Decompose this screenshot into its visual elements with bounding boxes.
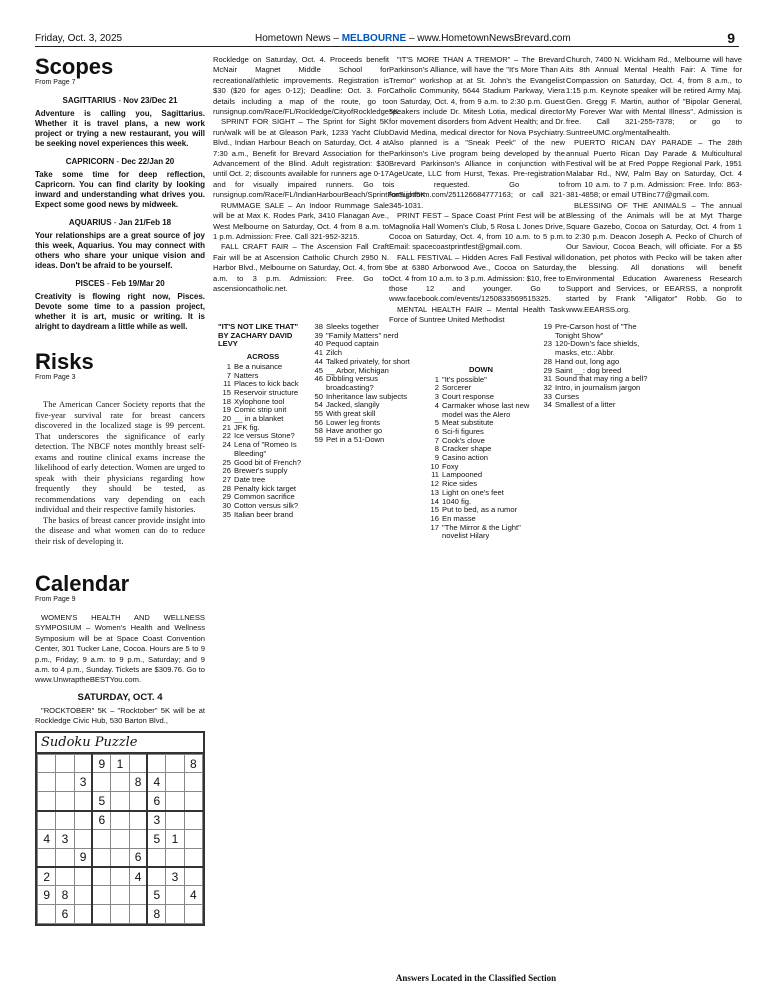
clue-number: 1	[434, 374, 439, 384]
sudoku-cell	[129, 811, 147, 830]
down-clue-list-cont	[539, 323, 649, 410]
clue-text: Cotton versus silk?	[234, 501, 299, 511]
clue	[539, 340, 649, 357]
calendar-title: Calendar	[35, 571, 130, 596]
risks-title: Risks	[35, 349, 94, 374]
clue-number: 3	[434, 392, 439, 402]
clue-number: 24	[222, 440, 231, 450]
clue-text: Meat substitute	[442, 418, 494, 428]
sudoku-cell: 6	[56, 905, 74, 924]
clue-text: Hand out, long ago	[555, 356, 620, 366]
clue-text: Sleeks together	[326, 322, 379, 331]
scopes-from: From Page 7	[35, 79, 76, 86]
clue-number: 33	[543, 391, 552, 401]
clue-text: Xylophone tool	[234, 396, 285, 406]
sudoku-cell	[111, 811, 129, 830]
clue-number: 27	[222, 474, 231, 484]
clue-number: 22	[222, 431, 231, 441]
clue-number: 7	[434, 435, 439, 445]
clue	[539, 323, 649, 340]
sudoku-cell	[38, 811, 56, 830]
clue-number: 15	[222, 387, 231, 397]
clue	[426, 524, 536, 541]
clue-number: 29	[222, 492, 231, 502]
sudoku-cell: 3	[56, 829, 74, 848]
across-label: ACROSS	[246, 352, 280, 362]
clue-text: Dibbling versus broadcasting?	[326, 374, 378, 392]
clue-number: 7	[226, 370, 231, 380]
clue-text: Rice sides	[442, 479, 478, 489]
clue-number: 5	[434, 418, 439, 428]
clue-text: Be a nuisance	[234, 361, 283, 371]
sudoku-cell	[166, 773, 184, 792]
clue-number: 54	[314, 400, 323, 410]
sudoku-cell: 9	[92, 754, 110, 773]
event-paragraph: Rockledge on Saturday, Oct. 4. Proceeds benefit McNair Magnet Middle School for recreational/athletic improvements. Registration is $30 ($20 for ages 0-12); Deadline: Oct. 3. For details including a map of the route, go to runsignup.com/Race/FL/Rockledge/CityofRockledge5K.	[213, 55, 401, 117]
sudoku-cell: 8	[129, 773, 147, 792]
clue-number: 2	[434, 383, 439, 393]
sudoku-cell	[74, 792, 92, 811]
clue-text: 1040 fig.	[442, 496, 472, 506]
clue-text: Sound that may ring a bell?	[555, 374, 648, 384]
sudoku-cell	[74, 905, 92, 924]
clue-number: 55	[314, 409, 323, 419]
clue-number: 13	[430, 487, 439, 497]
across-clue-list-cont	[310, 323, 422, 445]
clue-number: 18	[222, 396, 231, 406]
clue-text: Lena of "Romeo Is Bleeding"	[234, 440, 297, 458]
clue-text: Light on one's feet	[442, 487, 504, 497]
sudoku-cell	[166, 811, 184, 830]
clue-text: Ice versus Stone?	[234, 431, 295, 441]
clue	[426, 402, 536, 419]
sudoku-cell	[38, 773, 56, 792]
clue-number: 45	[314, 365, 323, 375]
clue-number: 46	[314, 374, 323, 384]
clue-text: JFK fig.	[234, 422, 260, 432]
scopes-title: Scopes	[35, 54, 114, 79]
clue-number: 16	[430, 513, 439, 523]
clue-text: "Family Matters" nerd	[326, 330, 399, 340]
sudoku-cell	[56, 811, 74, 830]
sudoku-cell	[111, 867, 129, 886]
clue-text: Court response	[442, 392, 494, 402]
clue-number: 19	[543, 322, 552, 331]
clue-number: 59	[314, 435, 323, 445]
clue-number: 32	[543, 382, 552, 392]
crossword-section	[213, 323, 739, 983]
clue-text: Good bit of French?	[234, 457, 302, 467]
sudoku-cell: 9	[38, 886, 56, 905]
article-column-3	[389, 55, 565, 326]
event-paragraph: FALL FESTIVAL – Hidden Acres Fall Festival will be at 6380 Arborwood Ave., Cocoa on Saturday, Oct. 4 from 10 a.m. to 3 p.m. Admission: $10, free to those 12 and younger. Go to www.facebook.com/events/1250833569515325.	[389, 252, 565, 304]
clue-text: Cook's clove	[442, 435, 485, 445]
sudoku-cell	[166, 886, 184, 905]
event-paragraph: SPRINT FOR SIGHT – The Sprint for Sight 5K run/walk will be at Gleason Park, 1233 Yacht Club Blvd., Indian Harbour Beach on Saturday, Oct. 4 at 7:30 a.m., Benefit for Brevard Association for the Advancement of the Blind. Adult registration: $30 until Oct. 2; discounts available for runners age 0-17 and for visually impaired runners. Go to runsignup.com/Race/FL/IndianHarbourBeach/SprintForSight5K	[213, 117, 426, 200]
sign-text: Creativity is flowing right now, Pisces. Devote some time to a passion project, whether it is art, music or writing. It is alright to daydream a little while as well.	[35, 292, 205, 331]
sudoku-cell	[74, 886, 92, 905]
sudoku-cell	[129, 829, 147, 848]
calendar-p1: WOMEN'S HEALTH AND WELLNESS SYMPOSIUM – Women's Health and Wellness Symposium will be at Space Coast Convention Center, 301 Tucker Lane, Cocoa. Hours are 5 to 9 p.m., Friday; 9 a.m. to 9 p.m., Saturday; and 9 a.m. to 4 p.m., Sunday. Tickets are $309.76. Go to www.UnwraptheBESTYou.com.	[35, 613, 205, 685]
clue-number: 23	[543, 339, 552, 349]
clue-text: __ in a blanket	[234, 414, 284, 424]
clue	[310, 436, 422, 445]
clue-text: Penalty kick target	[234, 483, 297, 493]
sudoku-cell: 6	[129, 848, 147, 867]
clue-text: Have another go	[326, 426, 383, 436]
clue-text: Inheritance law subjects	[326, 391, 408, 401]
clue-number: 40	[314, 339, 323, 349]
sudoku-cell	[111, 792, 129, 811]
clue-number: 19	[222, 405, 231, 415]
calendar-from: From Page 9	[35, 596, 76, 603]
sudoku-cell	[129, 886, 147, 905]
sudoku-cell	[38, 905, 56, 924]
sudoku-cell	[92, 886, 110, 905]
clue-text: With great skill	[326, 409, 376, 419]
clue-text: Put to bed, as a rumor	[442, 505, 518, 515]
crossword-title: "IT'S NOT LIKE THAT" BY ZACHARY DAVID LEVY	[218, 322, 299, 349]
calendar-p2: "ROCKTOBER" 5K – "Rocktober" 5K will be at Rockledge Civic Hub, 530 Barton Blvd.,	[35, 705, 205, 726]
sudoku-cell	[74, 867, 92, 886]
sudoku-puzzle	[35, 731, 205, 926]
clue-text: Carmaker whose last new model was the Alero	[442, 400, 530, 419]
clue-number: 30	[222, 501, 231, 511]
crossword-answers-note: Answers Located in the Classified Section	[395, 973, 557, 983]
sudoku-title: Sudoku Puzzle	[37, 733, 203, 754]
sudoku-cell	[38, 792, 56, 811]
clue-text: Jacked, slangily	[326, 400, 380, 410]
risks-from: From Page 3	[35, 374, 76, 381]
calendar-day: SATURDAY, OCT. 4	[77, 691, 163, 703]
clue	[218, 415, 308, 424]
sudoku-cell	[147, 754, 165, 773]
risks-p1: The American Cancer Society reports that the five-year survival rate for breast cancers discovered in the localized stage is 99 percent. That underscores the significance of early detection. The NBCF notes monthly breast self-exams and routine clinical exams increase the likelihood of early detection. Women are urged to speak with their physicians regarding how frequently they should be tested, as recommendations vary depending on each individual and their respective family histories.	[35, 399, 205, 514]
event-paragraph: "IT'S MORE THAN A TREMOR" – The Brevard Parkinson's Alliance, will have the "It's More Than A Tremor" workshop at at St. John's the Evangelist Catholic Community, 5644 Stadium Parkway, Viera on Saturday, Oct. 4, from 9 a.m. to 2:30 p.m. Guest speakers include Dr. Mitesh Lotia, medical director for movement disorders from Advent Health; and Dr. David Medina, medical director for Nova Psychiatry. Also planned is a "Sneak Peek" of the new Parkinson's Live program being developed by the Brevard Parkinson's Alliance in conjunction with AgeUcate, LLC from Hurst, Texas. Pre-registration is requested. Go to form.jotform.com/251126684777163; or call 321-345-1031.	[389, 55, 565, 210]
sudoku-cell	[56, 867, 74, 886]
sudoku-cell	[147, 867, 165, 886]
clue-number: 4	[434, 400, 439, 410]
sudoku-cell	[111, 905, 129, 924]
clue-number: 8	[434, 444, 439, 454]
sudoku-cell: 5	[147, 829, 165, 848]
sudoku-cell	[129, 905, 147, 924]
clue-text: Italian beer brand	[234, 509, 294, 519]
sudoku-cell: 1	[111, 754, 129, 773]
sudoku-cell: 2	[38, 867, 56, 886]
clue-number: 11	[223, 379, 231, 389]
clue-number: 17	[430, 522, 439, 532]
clue-number: 1	[226, 361, 231, 371]
sudoku-cell	[74, 829, 92, 848]
across-clue-list	[218, 323, 308, 519]
sudoku-cell	[111, 886, 129, 905]
clue-number: 58	[314, 426, 323, 436]
sudoku-cell	[92, 773, 110, 792]
clue-number: 21	[222, 422, 231, 432]
sudoku-cell	[184, 848, 202, 867]
clue	[310, 375, 422, 392]
sudoku-cell	[129, 754, 147, 773]
clue-text: __ Arbor, Michigan	[326, 365, 389, 375]
clue-number: 34	[543, 400, 552, 410]
risks-p2: The basics of breast cancer provide insight into the disease and what women can do to reduce their risk of developing it.	[35, 514, 205, 546]
clue-text: "The Mirror & the Light" novelist Hilary	[442, 522, 521, 541]
clue	[218, 441, 308, 458]
clue-text: 120-Down's face shields, masks, etc.: Abbr.	[555, 339, 640, 358]
event-paragraph: MENTAL HEALTH FAIR – Mental Health Task Force of Suntree United Methodist	[389, 304, 565, 325]
sudoku-cell	[74, 811, 92, 830]
clue-text: Brewer's supply	[234, 466, 288, 476]
clue-number: 26	[222, 466, 231, 476]
sudoku-cell: 1	[166, 829, 184, 848]
sudoku-cell: 8	[184, 754, 202, 773]
event-paragraph: PRINT FEST – Space Coast Print Fest will be at Magnolia Hall Women's Club, 5 Rosa L Jones Drive, Cocoa on Saturday, Oct. 4, from 10 a.m. to 5 p.m. Email: spacecoastprintfest@gmail.com.	[389, 211, 565, 252]
event-paragraph: BLESSING OF THE ANIMALS – The annual Blessing of the Animals will be at Myt Tharge Square Gazebo, Cocoa on Saturday, Oct. 4 from 1 to 2:30 p.m. Deacon Joseph A. Pecko of Church of Our Saviour, Cocoa Beach, will officiate. For a $5 donation, pet photos with Pecko will be taken after the blessing. All donations will benefit Environmental Education Awareness Research Support and Services, or EEARSS, a nonprofit started by Frank "Alligator" Robb. Go to www.EEARSS.org.	[566, 200, 742, 314]
clue-text: Date tree	[234, 474, 266, 484]
down-label: DOWN	[468, 365, 494, 374]
clue-number: 31	[543, 374, 552, 384]
sudoku-cell	[184, 829, 202, 848]
clue-text: Pequod captain	[326, 339, 379, 349]
sudoku-cell	[92, 848, 110, 867]
clue-text: "It's possible"	[442, 374, 487, 384]
sudoku-cell	[166, 848, 184, 867]
sudoku-cell	[111, 829, 129, 848]
clue-number: 39	[314, 330, 323, 340]
sudoku-cell: 5	[92, 792, 110, 811]
sign-text: Your relationships are a great source of joy this week, Aquarius. You may connect with others who share your unique vision and ideas. Don't be afraid to be yourself.	[35, 231, 205, 270]
sudoku-cell	[184, 773, 202, 792]
clue-number: 15	[430, 505, 439, 515]
page-header	[35, 30, 739, 47]
clue-number: 44	[314, 356, 323, 366]
clue-text: Places to kick back	[234, 379, 299, 389]
clue-text: Reservoir structure	[234, 387, 299, 397]
sudoku-cell: 4	[147, 773, 165, 792]
clue-text: Saint __: dog breed	[555, 365, 622, 375]
left-column	[35, 55, 205, 995]
clue-number: 28	[543, 356, 552, 366]
sudoku-cell	[184, 867, 202, 886]
clue-number: 20	[222, 414, 231, 424]
article-column-4	[566, 55, 742, 315]
clue-text: Pre-Carson host of "The Tonight Show"	[555, 322, 637, 340]
sudoku-cell	[56, 848, 74, 867]
clue-text: Casino action	[442, 453, 489, 463]
sudoku-cell: 8	[56, 886, 74, 905]
clue	[218, 511, 308, 520]
sudoku-cell	[111, 773, 129, 792]
sign-text: Adventure is calling you, Sagittarius. Whether it is travel plans, a new work project or trying a new restaurant, you will be seeking novel experiences this week.	[35, 109, 205, 148]
clue-text: Comic strip unit	[234, 405, 287, 415]
sudoku-cell: 3	[166, 867, 184, 886]
sudoku-cell	[92, 905, 110, 924]
sudoku-cell	[166, 754, 184, 773]
sudoku-cell: 4	[184, 886, 202, 905]
sudoku-cell	[184, 792, 202, 811]
clue-text: Foxy	[442, 461, 459, 471]
header-date: Friday, Oct. 3, 2025	[35, 33, 123, 44]
clue-text: Natters	[234, 370, 259, 380]
clue-number: 12	[430, 479, 439, 489]
clue-text: Cracker shape	[442, 444, 492, 454]
sudoku-cell	[111, 848, 129, 867]
sudoku-cell: 8	[147, 905, 165, 924]
sudoku-cell	[56, 773, 74, 792]
clue-text: En masse	[442, 513, 476, 523]
header-masthead: Hometown News – MELBOURNE – www.HometownNewsBrevard.com	[255, 33, 571, 44]
clue-number: 38	[314, 322, 323, 331]
sudoku-grid	[37, 754, 203, 924]
sudoku-cell	[184, 811, 202, 830]
sudoku-cell: 9	[74, 848, 92, 867]
clue-number: 29	[543, 365, 552, 375]
sudoku-cell	[92, 829, 110, 848]
sudoku-cell: 3	[147, 811, 165, 830]
sudoku-cell	[74, 754, 92, 773]
sudoku-cell	[184, 905, 202, 924]
clue-text: Lampooned	[442, 470, 483, 480]
clue-number: 9	[434, 453, 439, 463]
sudoku-cell	[166, 792, 184, 811]
clue-number: 25	[222, 457, 231, 467]
clue-number: 10	[430, 461, 439, 471]
clue-number: 41	[314, 348, 323, 358]
event-paragraph: RUMMAGE SALE – An Indoor Rummage Sale will be at Max K. Rodes Park, 3410 Flanagan Ave., West Melbourne on Saturday, Oct. 4 from 8 a.m. to 1 p.m. Admission: Free. Call 321-952-3215.	[213, 200, 389, 241]
sudoku-cell	[166, 905, 184, 924]
clue-text: Curses	[555, 391, 580, 401]
event-paragraph: PUERTO RICAN DAY PARADE – The 28th annual Puerto Rican Day Parade & Multicultural Festival will be at Fred Poppe Regional Park, 1951 Malabar Rd., NW, Palm Bay on Saturday, Oct. 4 from 10 a.m. to 7 p.m. Admission: Free. Info: 863-381-4858; or email UTBinc77@gmail.com.	[566, 138, 742, 200]
clue-number: 28	[222, 483, 231, 493]
down-clue-list	[426, 323, 536, 541]
article-column-2	[213, 55, 426, 294]
sudoku-cell: 4	[129, 867, 147, 886]
sudoku-cell	[147, 848, 165, 867]
event-paragraph: FALL CRAFT FAIR – The Ascension Fall Craft Fair will be at Ascension Catholic Church 2950 N. Harbor Blvd., Melbourne on Saturday, Oct. 4, from 9 a.m. to 3 p.m. Admission: Free. Go to ascensioncatholic.net.	[213, 242, 389, 293]
clue-number: 11	[431, 470, 439, 480]
clue-number: 6	[434, 426, 439, 436]
clue-text: Lower leg fronts	[326, 417, 381, 427]
clue-text: Smallest of a litter	[555, 400, 616, 410]
clue-text: Sorcerer	[442, 383, 472, 393]
clue-text: Common sacrifice	[234, 492, 295, 502]
clue-number: 14	[430, 496, 439, 506]
sudoku-cell: 5	[147, 886, 165, 905]
sudoku-cell	[38, 848, 56, 867]
sudoku-cell: 6	[92, 811, 110, 830]
clue-number: 56	[314, 417, 323, 427]
clue	[218, 363, 308, 372]
sudoku-cell: 3	[74, 773, 92, 792]
clue-text: Zilch	[326, 348, 343, 358]
clue	[539, 401, 649, 410]
sudoku-cell	[56, 754, 74, 773]
sudoku-cell: 4	[38, 829, 56, 848]
clue-text: Pet in a 51-Down	[326, 435, 385, 445]
sudoku-cell	[92, 867, 110, 886]
clue-text: Sci-fi figures	[442, 426, 484, 436]
event-paragraph: Church, 7400 N. Wickham Rd., Melbourne will have its 8th Annual Mental Health Fair: A Time for Compassion on Saturday, Oct. 4, from 8 a.m., to 1:15 p.m. Keynote speaker will be retired Army Maj. Gen. Gregg F. Martin, author of "Bipolar General, My Forever War with Mental Illness". Admission is free. Call 321-255-7378; or go to SuntreeUMC.org/mentalhealth.	[566, 55, 742, 137]
sudoku-cell	[129, 792, 147, 811]
clue-number: 35	[222, 509, 231, 519]
sudoku-cell	[38, 754, 56, 773]
sign-text: Take some time for deep reflection, Capricorn. You can find clarity by looking inward and understanding what drives you. Expect some good news by midweek.	[35, 170, 205, 209]
clue-text: Talked privately, for short	[326, 356, 410, 366]
sudoku-cell	[56, 792, 74, 811]
clue-text: Intro, in journalism jargon	[555, 382, 641, 392]
clue-number: 50	[314, 391, 323, 401]
sudoku-cell: 6	[147, 792, 165, 811]
horoscopes: SAGITTARIUS - Nov 23/Dec 21 Adventure is calling you, Sagittarius. Whether it is travel plans, a new work project or trying a new restaurant, you will be seeking novel experiences this week. CAPRICORN - Dec 22/Jan 20 Take some time for deep reflection, Capricorn. You can find clarity by looking inward and understanding what drives you. Expect some good news by midweek. AQUARIUS - Jan 21/Feb 18 Your relationships are a great source of joy this week, Aquarius. You may connect with others who share your unique vision and ideas. Don't be afraid to be yourself. PISCES - Feb 19/Mar 20 Creativity is flowing right now, Pisces. Devote some time to a passion project, whether it is art, music or writing. It is alright to daydream a little while as well.	[35, 96, 205, 331]
page-number: 9	[727, 30, 735, 46]
